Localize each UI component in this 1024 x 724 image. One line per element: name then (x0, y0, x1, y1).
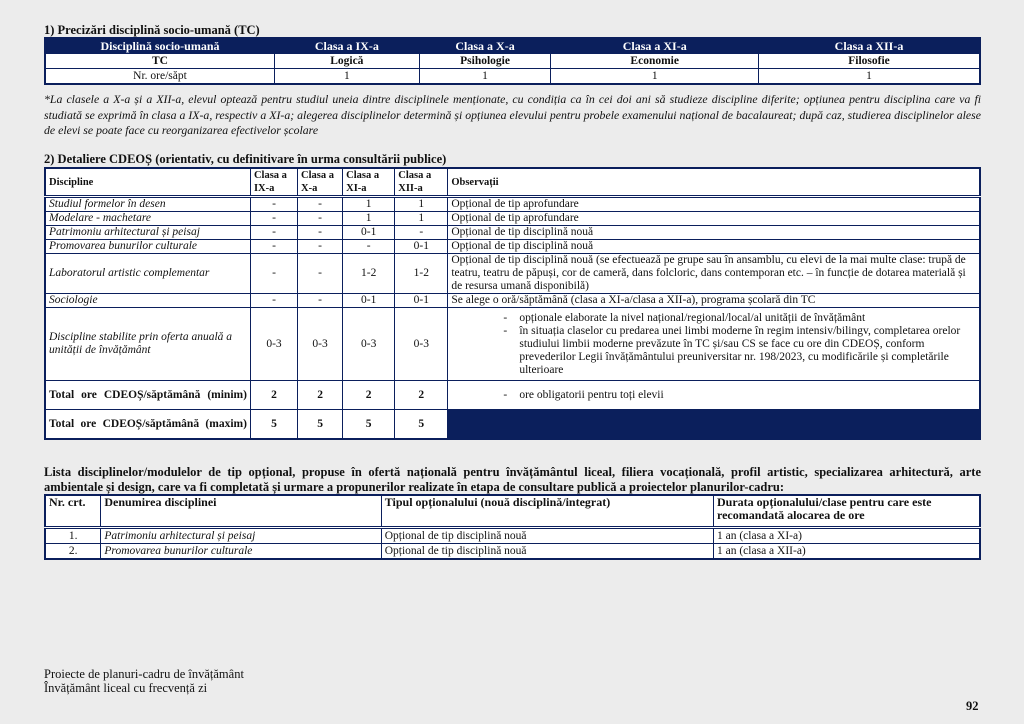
discipline-name: Sociologie (45, 294, 250, 308)
table-row (45, 294, 980, 308)
cell: Economie (551, 54, 759, 69)
cell: 1 (551, 69, 759, 85)
header-cell: Discipline (45, 168, 250, 197)
cell: - (250, 240, 297, 254)
header-cell: Clasa a IX-a (274, 38, 419, 54)
cell: Psihologie (419, 54, 551, 69)
cell: Filosofie (758, 54, 980, 69)
cell: 0-1 (343, 294, 395, 308)
header-cell: Clasa a XII-a (758, 38, 980, 54)
header-cell: Durata opționalului/clase pentru care este recomandată alocarea de ore (714, 495, 981, 528)
discipline-name: Modelare - machetare (45, 212, 250, 226)
header-cell: Clasa a IX-a (250, 168, 297, 197)
discipline-name: Promovarea bunurilor culturale (101, 544, 381, 560)
cell: 2 (250, 381, 297, 410)
cell: 0-1 (395, 240, 448, 254)
list-item: - ore obligatorii pentru toți elevii (503, 389, 976, 402)
table-row (45, 381, 980, 410)
total-max-label: Total ore CDEOȘ/săptămână (maxim) (45, 410, 250, 440)
header-cell: Clasa a XI-a (551, 38, 759, 54)
table-header-row (45, 38, 980, 54)
section1-title: 1) Precizări disciplină socio-umană (TC) (44, 23, 260, 37)
header-cell: Disciplină socio-umană (45, 38, 274, 54)
cell: - (343, 240, 395, 254)
cell: 0-1 (343, 226, 395, 240)
cell: TC (45, 54, 274, 69)
table-header-row (45, 168, 980, 197)
cell: - (250, 294, 297, 308)
page-footer (44, 667, 244, 695)
cell: 0-3 (343, 308, 395, 381)
observation: Opțional de tip aprofundare (448, 197, 980, 212)
cell: - (395, 226, 448, 240)
table-row (45, 212, 980, 226)
cell: - (298, 212, 343, 226)
page-number: 92 (966, 699, 979, 713)
cell: - (298, 240, 343, 254)
cell: 5 (250, 410, 297, 440)
header-cell: Denumirea disciplinei (101, 495, 381, 528)
section2-title: 2) Detaliere CDEOȘ (orientativ, cu definitivare în urma consultării publice) (44, 152, 447, 166)
cell: 1 (419, 69, 551, 85)
table-row (45, 544, 980, 560)
row-number: 2. (45, 544, 101, 560)
cell: - (250, 197, 297, 212)
table-row (45, 410, 980, 440)
cell: 1-2 (343, 254, 395, 294)
row-number: 1. (45, 528, 101, 544)
discipline-name: Patrimoniu arhitectural și peisaj (101, 528, 381, 544)
list-item: - în situația claselor cu predarea unei limbi moderne în regim intensiv/bilingv, completarea orelor studiului limbii moderne prevăzute în TC și/sau CS se face cu ore din CDEOȘ, conform prevederilor Legii învățământului preuniversitar nr. 198/2023, cu modificările și completările ulterioare (503, 325, 976, 377)
cell: 1 (274, 69, 419, 85)
cell: - (298, 294, 343, 308)
header-cell: Clasa a X-a (419, 38, 551, 54)
cell: 5 (343, 410, 395, 440)
optional-duration: 1 an (clasa a XII-a) (714, 544, 981, 560)
cell: 5 (395, 410, 448, 440)
optional-list-table (44, 494, 981, 560)
cell: 2 (395, 381, 448, 410)
discipline-name: Laboratorul artistic complementar (45, 254, 250, 294)
cell: 1 (758, 69, 980, 85)
table-row (45, 240, 980, 254)
filled-cell (448, 410, 980, 440)
cell: - (298, 254, 343, 294)
cell: - (250, 212, 297, 226)
observation: Opțional de tip disciplină nouă (448, 240, 980, 254)
header-cell: Clasa a XI-a (343, 168, 395, 197)
cell: 5 (298, 410, 343, 440)
cell: - (250, 254, 297, 294)
table-row (45, 528, 980, 544)
cell: 0-3 (298, 308, 343, 381)
total-min-label: Total ore CDEOȘ/săptămână (minim) (45, 381, 250, 410)
table-row (45, 197, 980, 212)
header-cell: Observații (448, 168, 980, 197)
optional-duration: 1 an (clasa a XI-a) (714, 528, 981, 544)
optional-type: Opțional de tip disciplină nouă (381, 544, 713, 560)
table-row (45, 308, 980, 381)
cell: - (298, 226, 343, 240)
cdeos-table (44, 167, 981, 440)
discipline-name: Discipline stabilite prin oferta anuală a unității de învățământ (45, 308, 250, 381)
cell: 2 (298, 381, 343, 410)
cell: 1 (343, 212, 395, 226)
cell: 1-2 (395, 254, 448, 294)
table-row (45, 254, 980, 294)
cell: - (250, 226, 297, 240)
header-cell: Clasa a X-a (298, 168, 343, 197)
cell: 0-3 (395, 308, 448, 381)
table-row (45, 69, 980, 85)
table-header-row (45, 495, 980, 528)
cell: 1 (395, 212, 448, 226)
header-cell: Tipul opționalului (nouă disciplină/integrat) (381, 495, 713, 528)
cell: 2 (343, 381, 395, 410)
footer-line: Proiecte de planuri-cadru de învățământ (44, 667, 244, 681)
cell: 1 (343, 197, 395, 212)
table-row (45, 54, 980, 69)
discipline-name: Promovarea bunurilor culturale (45, 240, 250, 254)
discipline-name: Studiul formelor în desen (45, 197, 250, 212)
observation (448, 381, 980, 410)
header-cell: Nr. crt. (45, 495, 101, 528)
footer-line: Învățământ liceal cu frecvență zi (44, 681, 208, 695)
optional-list-title: Lista disciplinelor/modulelor de tip opțional, propuse în ofertă națională pentru învățământul liceal, filiera vocațională, profil artistic, specializarea arhitectură, arte ambientale și design, care va fi completată și urmare a propunerilor realizate în etapa de consultare publică a proiectelor planurilor-cadru: (44, 465, 981, 494)
observation: Se alege o oră/săptămână (clasa a XI-a/clasa a XII-a), programa școlară din TC (448, 294, 980, 308)
cell: 0-3 (250, 308, 297, 381)
observation: Opțional de tip aprofundare (448, 212, 980, 226)
socio-umana-table (44, 37, 981, 85)
table-row (45, 226, 980, 240)
cell: 0-1 (395, 294, 448, 308)
cell: - (298, 197, 343, 212)
observation: Opțional de tip disciplină nouă (se efectuează pe grupe sau în ansamblu, cu elevi de la mai multe clase: trupă de teatru, teatru de păpuși, cor de cameră, dans folcloric, dans contemporan etc. – în funcție de dotarea materială și de resursa umană disponibilă) (448, 254, 980, 294)
optional-type: Opțional de tip disciplină nouă (381, 528, 713, 544)
discipline-name: Patrimoniu arhitectural și peisaj (45, 226, 250, 240)
list-item: - opționale elaborate la nivel național/regional/local/al unității de învățământ (503, 312, 976, 325)
observation (448, 308, 980, 381)
cell: 1 (395, 197, 448, 212)
observation: Opțional de tip disciplină nouă (448, 226, 980, 240)
section1-note: *La clasele a X-a și a XII-a, elevul optează pentru studiul uneia dintre disciplinele menționate, cu condiția ca în cei doi ani să studieze discipline diferite; opțiunea pentru disciplina care va fi studiată se exprimă în clasa a IX-a, respectiv a XI-a; alegerea disciplinelor determină și opțiunea elevului pentru probele examenului național de bacalaureat; după caz, studierea disciplinelor alese de elevi se poate face cu reorganizarea efectivelor școlare (44, 92, 981, 137)
cell: Logică (274, 54, 419, 69)
header-cell: Clasa a XII-a (395, 168, 448, 197)
cell: Nr. ore/săpt (45, 69, 274, 85)
